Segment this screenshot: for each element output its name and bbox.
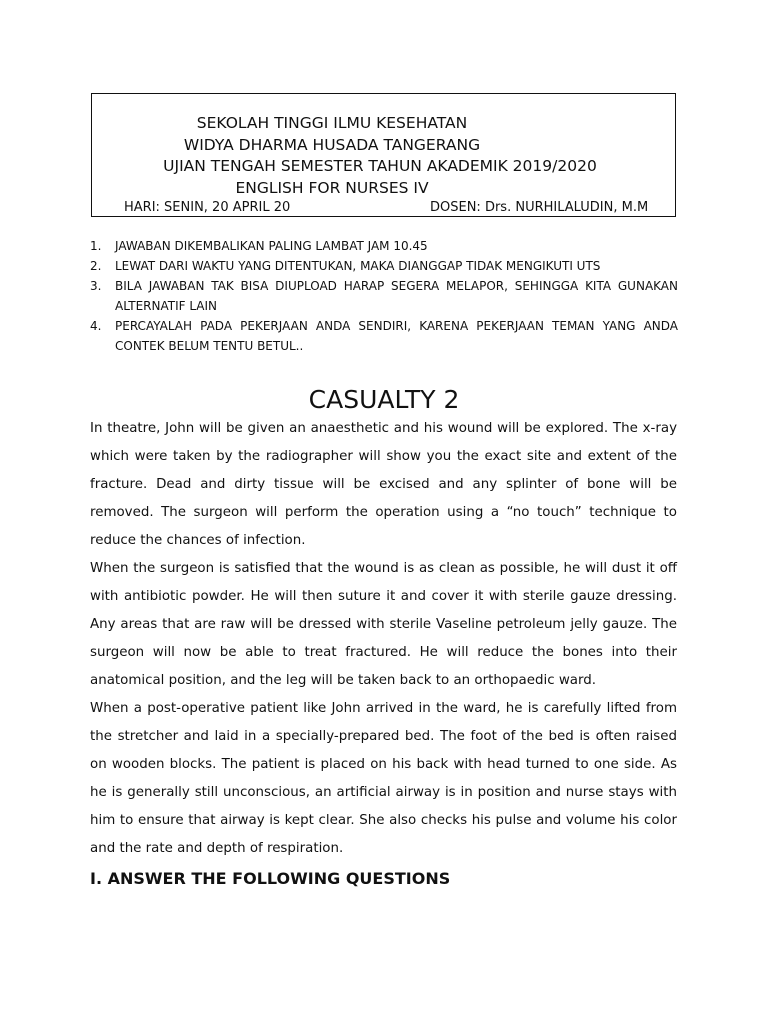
- rule-number: 3.: [90, 279, 102, 293]
- exam-title: UJIAN TENGAH SEMESTER TAHUN AKADEMIK 2019/2020: [163, 157, 597, 175]
- rule-text: JAWABAN DIKEMBALIKAN PALING LAMBAT JAM 10.45: [115, 239, 428, 253]
- exam-header-box: [91, 93, 676, 217]
- rule-text: LEWAT DARI WAKTU YANG DITENTUKAN, MAKA DIANGGAP TIDAK MENGIKUTI UTS: [115, 259, 601, 273]
- institution-subtitle: WIDYA DHARMA HUSADA TANGERANG: [183, 136, 481, 154]
- questions-heading: I. ANSWER THE FOLLOWING QUESTIONS: [90, 869, 451, 888]
- rule-number: 4.: [90, 319, 102, 333]
- reading-passage: [90, 415, 677, 863]
- passage-paragraph: In theatre, John will be given an anaesthetic and his wound will be explored. The x-ray which were taken by the radiographer will show you the exact site and extent of the fracture. Dead and dirty tissue will be excised and any splinter of bone will be removed. The surgeon will perform the operation using a “no touch” technique to reduce the chances of infection.: [90, 421, 677, 548]
- rule-item: [90, 316, 678, 356]
- exam-day: HARI: SENIN, 20 APRIL 20: [124, 200, 291, 215]
- rule-text: PERCAYALAH PADA PEKERJAAN ANDA SENDIRI, KARENA PEKERJAAN TEMAN YANG ANDA CONTEK BELUM TENTU BETUL..: [115, 319, 678, 353]
- exam-rules-list: [90, 236, 678, 356]
- rule-text: BILA JAWABAN TAK BISA DIUPLOAD HARAP SEGERA MELAPOR, SEHINGGA KITA GUNAKAN ALTERNATIF LAIN: [115, 279, 678, 313]
- rule-item: [90, 256, 678, 276]
- rule-item: [90, 236, 678, 256]
- institution-name: SEKOLAH TINGGI ILMU KESEHATAN: [196, 114, 468, 132]
- passage-paragraph: When the surgeon is satisfied that the wound is as clean as possible, he will dust it off with antibiotic powder. He will then suture it and cover it with sterile gauze dressing. Any areas that are raw will be dressed with sterile Vaseline petroleum jelly gauze. The surgeon will now be able to treat fractured. He will reduce the bones into their anatomical position, and the leg will be taken back to an orthopaedic ward.: [90, 561, 677, 688]
- rule-number: 2.: [90, 259, 102, 273]
- rule-item: [90, 276, 678, 316]
- rule-number: 1.: [90, 239, 102, 253]
- passage-paragraph: When a post-operative patient like John arrived in the ward, he is carefully lifted from the stretcher and laid in a specially-prepared bed. The foot of the bed is often raised on wooden blocks. The patient is placed on his back with head turned to one side. As he is generally still unconscious, an artificial airway is in position and nurse stays with him to ensure that airway is kept clear. She also checks his pulse and volume his color and the rate and depth of respiration.: [90, 701, 677, 856]
- passage-title: CASUALTY 2: [308, 384, 460, 414]
- course-name: ENGLISH FOR NURSES IV: [235, 179, 429, 197]
- lecturer-name: DOSEN: Drs. NURHILALUDIN, M.M: [430, 200, 649, 215]
